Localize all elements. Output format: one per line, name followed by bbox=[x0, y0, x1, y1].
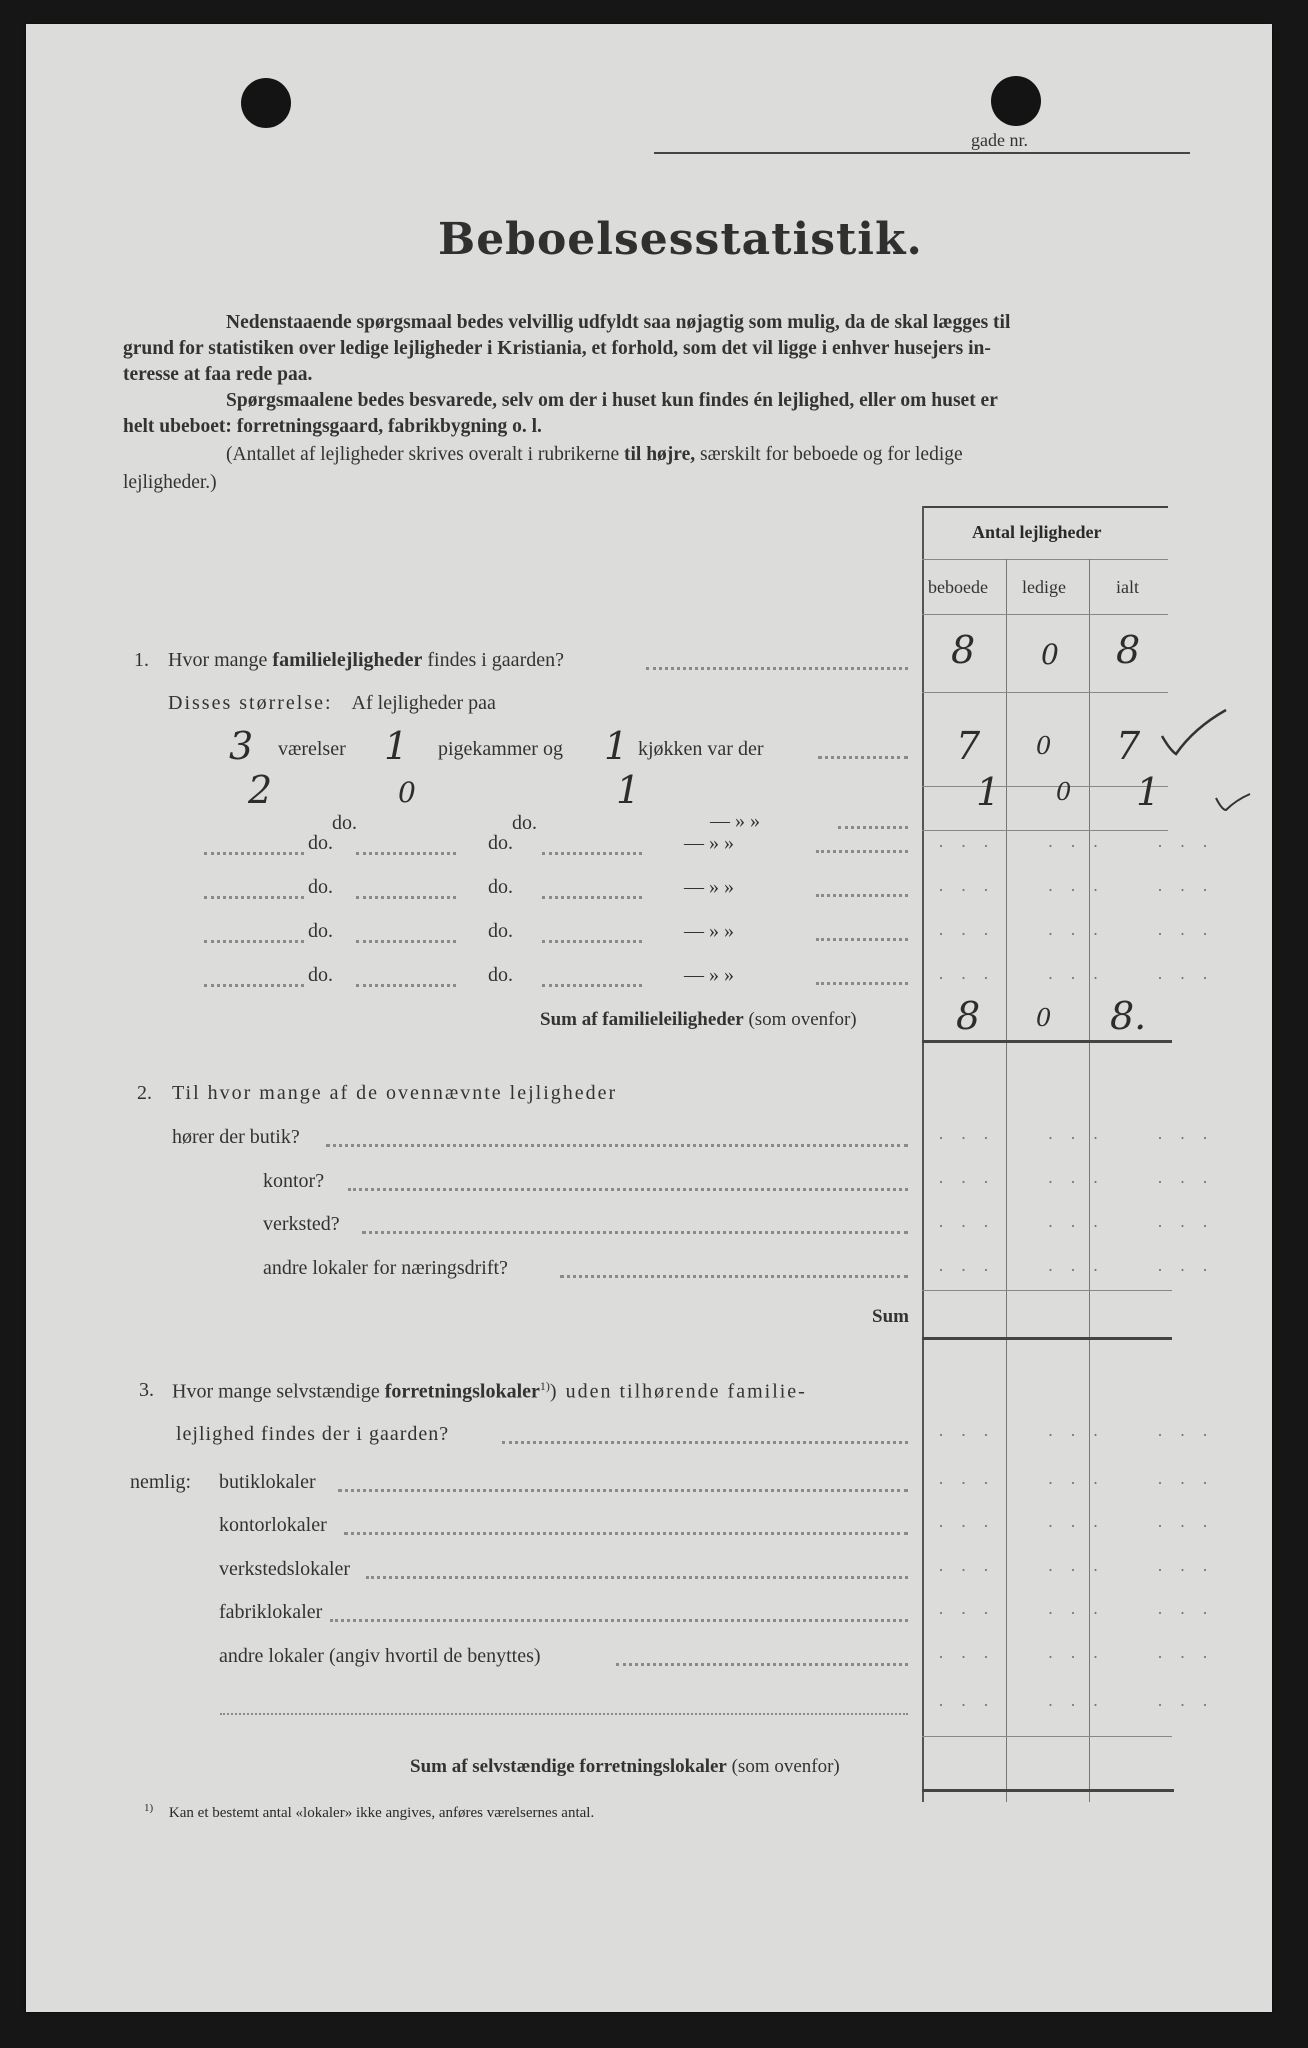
size-ialt[interactable]: 1 bbox=[1136, 770, 1161, 814]
intro-line-3: teresse at faa rede paa. bbox=[123, 364, 313, 385]
gade-label: gade nr. bbox=[971, 130, 1028, 150]
size-row-1-rule bbox=[922, 786, 1168, 787]
size-word-2: do. bbox=[512, 812, 537, 834]
gade-line bbox=[654, 152, 1190, 154]
q2-blank-cells-1: · · · · · · · · · bbox=[938, 1128, 1214, 1148]
col-header-ialt: ialt bbox=[1116, 577, 1139, 597]
intro-p3a: (Antallet af lejligheder skrives overalt i rubrikerne bbox=[226, 444, 620, 465]
footnote-text: Kan et bestemt antal «lokaler» ikke angives, anføres værelsernes antal. bbox=[168, 1805, 595, 1821]
q3-line1 bbox=[172, 1379, 807, 1404]
size-word-3: — » » bbox=[684, 832, 734, 854]
punch-hole-right bbox=[991, 76, 1041, 126]
size-word-1: do. bbox=[332, 812, 357, 834]
q2-leader-2 bbox=[348, 1188, 908, 1191]
size-word-1: do. bbox=[308, 920, 333, 942]
q1-answer-ledige[interactable]: 0 bbox=[1041, 638, 1059, 671]
size-maid-rooms[interactable]: 0 bbox=[398, 776, 416, 809]
q3-leader-0 bbox=[502, 1441, 908, 1444]
q3-blank-cells-5: · · · · · · · · · bbox=[938, 1647, 1214, 1667]
q2-blank-cells-4: · · · · · · · · · bbox=[938, 1260, 1214, 1280]
check-mark-icon bbox=[1160, 708, 1230, 758]
q1-number: 1. bbox=[134, 649, 149, 671]
q3-sum-label-a: Sum af selvstændige forretningslokaler bbox=[410, 1756, 727, 1777]
q3-blank-cells-2: · · · · · · · · · bbox=[938, 1516, 1214, 1536]
q3-blank-line bbox=[220, 1713, 908, 1715]
q2-blank-cells-2: · · · · · · · · · bbox=[938, 1172, 1214, 1192]
q1-sum-label-b: (som ovenfor) bbox=[748, 1009, 857, 1030]
q3-blank-cells-4: · · · · · · · · · bbox=[938, 1603, 1214, 1623]
blank-cells-row-3: · · · · · · · · · bbox=[938, 836, 1214, 856]
table-left-border bbox=[922, 506, 924, 1802]
intro-line-5: helt ubeboet: forretningsgaard, fabrikbygning o. l. bbox=[123, 416, 542, 437]
intro-line-7: lejligheder.) bbox=[123, 472, 217, 493]
size-leader bbox=[818, 756, 908, 759]
size-leader bbox=[816, 850, 908, 853]
col-header-beboede: beboede bbox=[928, 577, 988, 597]
q3-leader-3 bbox=[366, 1576, 908, 1579]
size-ledige[interactable]: 0 bbox=[1036, 732, 1052, 760]
q1-sum-rule bbox=[922, 1040, 1172, 1043]
size-word-1: do. bbox=[308, 832, 333, 854]
q3-line1-c: ) uden tilhørende familie- bbox=[549, 1380, 807, 1403]
table-group-header: Antal lejligheder bbox=[972, 522, 1102, 542]
group-rule bbox=[922, 559, 1168, 560]
size-leader bbox=[838, 826, 908, 829]
size-word-3: — » » bbox=[710, 810, 760, 832]
q3-line1-a: Hvor mange selvstændige bbox=[172, 1380, 380, 1403]
q2-item-butik: hører der butik? bbox=[172, 1126, 300, 1148]
q1-text-c: findes i gaarden? bbox=[427, 649, 564, 671]
size-word-3: — » » bbox=[684, 920, 734, 942]
punch-hole-left bbox=[241, 78, 291, 128]
size-rooms[interactable]: 2 bbox=[248, 768, 273, 812]
q3-nemlig: nemlig: bbox=[130, 1471, 192, 1493]
size-word-2: do. bbox=[488, 920, 513, 942]
size-word-1: værelser bbox=[278, 738, 346, 760]
q2-leader-1 bbox=[326, 1144, 908, 1147]
q3-sum-label bbox=[410, 1756, 840, 1778]
size-word-1: do. bbox=[308, 876, 333, 898]
tick-mark-icon bbox=[1214, 790, 1254, 814]
intro-p3b: til højre, bbox=[623, 444, 696, 465]
size-word-1: do. bbox=[308, 964, 333, 986]
intro-line-4: Spørgsmaalene bedes besvarede, selv om der i huset kun findes én lejlighed, eller om huset er bbox=[226, 390, 998, 411]
size-kitchen-blank bbox=[542, 896, 642, 899]
size-row-2-rule bbox=[922, 830, 1168, 831]
col-header-ledige: ledige bbox=[1022, 577, 1066, 597]
size-leader bbox=[816, 938, 908, 941]
size-rooms-blank bbox=[204, 940, 304, 943]
q1-answer-ialt[interactable]: 8 bbox=[1116, 628, 1141, 672]
col-head-rule bbox=[922, 614, 1168, 615]
footnote-mark: 1) bbox=[144, 1802, 154, 1814]
size-rooms-blank bbox=[204, 984, 304, 987]
q1-answer-beboede[interactable]: 8 bbox=[951, 628, 976, 672]
q2-blank-cells-3: · · · · · · · · · bbox=[938, 1216, 1214, 1236]
q3-blank-cells-6: · · · · · · · · · bbox=[938, 1695, 1214, 1715]
q1-sizes-label-b: Af lejligheder paa bbox=[351, 692, 496, 714]
q3-sum-rule bbox=[922, 1789, 1174, 1792]
intro-p3c: særskilt for beboede og for ledige bbox=[700, 444, 963, 465]
size-word-3: — » » bbox=[684, 964, 734, 986]
blank-cells-row-4: · · · · · · · · · bbox=[938, 880, 1214, 900]
q3-line1-b: forretningslokaler bbox=[384, 1380, 540, 1403]
size-maid-rooms[interactable]: 1 bbox=[384, 724, 409, 768]
q1-sizes-label bbox=[168, 692, 496, 715]
q3-blank-cells-1: · · · · · · · · · bbox=[938, 1473, 1214, 1493]
page-title: Beboelsesstatistik. bbox=[438, 214, 923, 265]
size-rooms-blank bbox=[204, 852, 304, 855]
q2-item-kontor: kontor? bbox=[263, 1170, 325, 1192]
q1-text bbox=[168, 649, 564, 672]
size-kitchen-blank bbox=[542, 852, 642, 855]
q1-row-rule bbox=[922, 692, 1168, 693]
size-word-2: pigekammer og bbox=[438, 738, 563, 760]
q2-leader-3 bbox=[362, 1231, 908, 1234]
q2-item-verksted: verksted? bbox=[263, 1213, 340, 1235]
size-maid-blank bbox=[356, 896, 456, 899]
q1-sum-ledige[interactable]: 0 bbox=[1036, 1004, 1052, 1032]
size-word-3: kjøkken var der bbox=[638, 738, 764, 760]
size-maid-blank bbox=[356, 984, 456, 987]
size-beboede[interactable]: 7 bbox=[956, 724, 981, 768]
q3-item-verksted: verkstedslokaler bbox=[219, 1558, 351, 1580]
q2-sum-top-rule bbox=[922, 1290, 1172, 1291]
size-beboede[interactable]: 1 bbox=[976, 770, 1001, 814]
q3-footnote-ref: 1) bbox=[539, 1379, 550, 1393]
q3-blank-cells-0: · · · · · · · · · bbox=[938, 1425, 1214, 1445]
q3-item-fabrik: fabriklokaler bbox=[219, 1601, 323, 1623]
intro-line-2: grund for statistiken over ledige lejligheder i Kristiania, et forhold, som det vil ligge i enhver husejers in- bbox=[123, 338, 991, 359]
q3-item-andre: andre lokaler (angiv hvortil de benyttes) bbox=[219, 1645, 541, 1667]
q1-leader bbox=[646, 667, 908, 670]
q3-leader-2 bbox=[344, 1532, 908, 1535]
q1-sizes-label-a: Disses størrelse: bbox=[168, 692, 333, 714]
size-word-2: do. bbox=[488, 832, 513, 854]
footnote bbox=[144, 1802, 594, 1822]
q3-sum-top-rule bbox=[922, 1736, 1172, 1737]
q3-leader-1 bbox=[338, 1489, 908, 1492]
q1-sum-beboede[interactable]: 8 bbox=[956, 994, 981, 1038]
q1-sum-label bbox=[540, 1009, 857, 1031]
q2-sum-label: Sum bbox=[872, 1306, 909, 1327]
q3-line2: lejlighed findes der i gaarden? bbox=[176, 1423, 450, 1445]
q1-text-b: familielejligheder bbox=[272, 649, 423, 671]
q3-item-kontor: kontorlokaler bbox=[219, 1514, 327, 1536]
size-maid-blank bbox=[356, 852, 456, 855]
intro-line-1: Nedenstaaende spørgsmaal bedes velvillig udfyldt saa nøjagtig som mulig, da de skal lægges til bbox=[226, 312, 1011, 333]
q3-number: 3. bbox=[139, 1379, 154, 1401]
size-kitchens[interactable]: 1 bbox=[604, 724, 629, 768]
form-sheet bbox=[26, 24, 1272, 2012]
blank-cells-row-6: · · · · · · · · · bbox=[938, 968, 1214, 988]
q2-leader-4 bbox=[560, 1275, 908, 1278]
q3-blank-cells-3: · · · · · · · · · bbox=[938, 1560, 1214, 1580]
blank-cells-row-5: · · · · · · · · · bbox=[938, 924, 1214, 944]
q3-item-butik: butiklokaler bbox=[219, 1471, 316, 1493]
size-word-3: — » » bbox=[684, 876, 734, 898]
size-word-2: do. bbox=[488, 964, 513, 986]
q2-number: 2. bbox=[137, 1082, 152, 1104]
q3-leader-5 bbox=[616, 1663, 908, 1666]
size-kitchens[interactable]: 1 bbox=[616, 768, 641, 812]
table-top-rule bbox=[922, 506, 1168, 508]
size-leader bbox=[816, 894, 908, 897]
size-ledige[interactable]: 0 bbox=[1056, 778, 1072, 806]
q1-text-a: Hvor mange bbox=[168, 649, 268, 671]
size-leader bbox=[816, 982, 908, 985]
q2-line1: Til hvor mange af de ovennævnte lejligheder bbox=[172, 1082, 618, 1104]
q1-sum-label-a: Sum af familieleiligheder bbox=[540, 1009, 744, 1030]
size-rooms[interactable]: 3 bbox=[229, 724, 254, 768]
size-kitchen-blank bbox=[542, 984, 642, 987]
intro-line-6 bbox=[226, 442, 963, 468]
size-word-2: do. bbox=[488, 876, 513, 898]
size-rooms-blank bbox=[204, 896, 304, 899]
q1-sum-ialt[interactable]: 8. bbox=[1110, 994, 1147, 1038]
size-ialt[interactable]: 7 bbox=[1116, 724, 1141, 768]
size-kitchen-blank bbox=[542, 940, 642, 943]
q3-leader-4 bbox=[330, 1619, 908, 1622]
q2-sum-rule bbox=[922, 1337, 1172, 1340]
q2-item-andre: andre lokaler for næringsdrift? bbox=[263, 1257, 508, 1279]
size-maid-blank bbox=[356, 940, 456, 943]
q3-sum-label-b: (som ovenfor) bbox=[731, 1756, 840, 1777]
